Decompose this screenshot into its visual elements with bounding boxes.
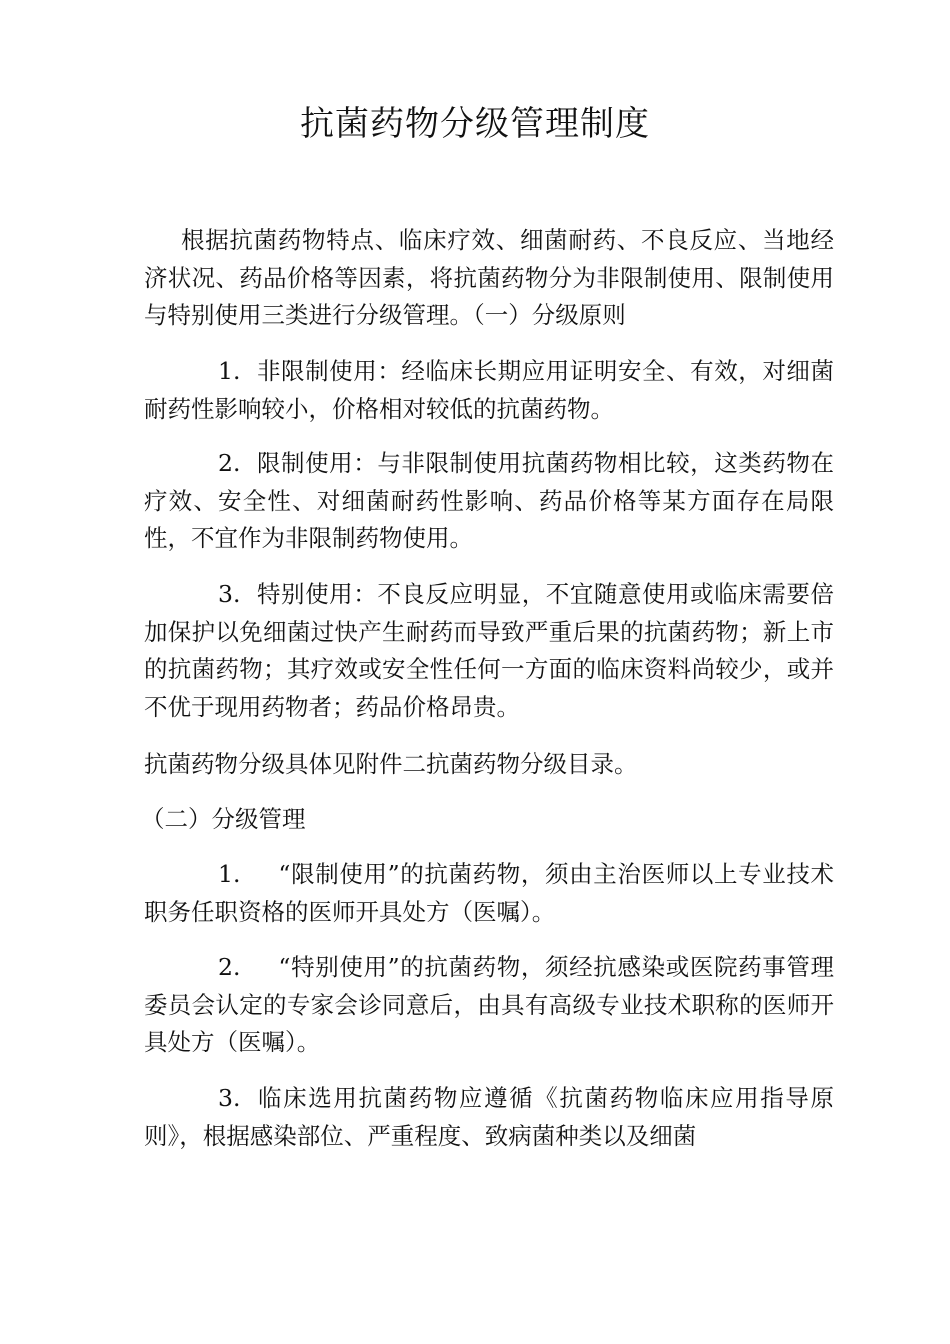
management-text-2: “特别使用”的抗菌药物，须经抗感染或医院药事管理委员会认定的专家会诊同意后，由具有高级专业技术职称的医师开具处方（医嘱）。 [144, 953, 834, 1056]
catalog-note-text: 抗菌药物分级具体见附件二抗菌药物分级目录。 [144, 750, 638, 778]
catalog-note [144, 746, 834, 784]
principle-text-1: 非限制使用：经临床长期应用证明安全、有效，对细菌耐药性影响较小，价格相对较低的抗菌药物。 [144, 357, 834, 423]
management-number-3: 3. [218, 1084, 241, 1112]
intro-paragraph [144, 222, 834, 335]
principle-text-2: 限制使用：与非限制使用抗菌药物相比较，这类药物在疗效、安全性、对细菌耐药性影响、药品价格等某方面存在局限性，不宜作为非限制药物使用。 [144, 449, 834, 552]
document-title: 抗菌药物分级管理制度 [300, 104, 650, 144]
principle-item-2 [144, 445, 834, 558]
management-number-2: 2. [218, 953, 241, 981]
principle-number-2: 2. [218, 449, 241, 477]
principle-item-1 [144, 353, 834, 428]
principle-number-3: 3. [218, 580, 241, 608]
management-item-3 [144, 1080, 834, 1155]
management-text-3: 临床选用抗菌药物应遵循《抗菌药物临床应用指导原则》，根据感染部位、严重程度、致病菌种类以及细菌 [144, 1084, 834, 1150]
principle-text-3: 特别使用：不良反应明显，不宜随意使用或临床需要倍加保护以免细菌过快产生耐药而导致严重后果的抗菌药物；新上市的抗菌药物；其疗效或安全性任何一方面的临床资料尚较少，或并不优于现用药物者；药品价格昂贵。 [144, 580, 834, 721]
principle-item-3 [144, 576, 834, 726]
principle-number-1: 1. [218, 357, 241, 385]
management-text-1: “限制使用”的抗菌药物，须由主治医师以上专业技术职务任职资格的医师开具处方（医嘱）。 [144, 860, 834, 926]
management-item-2 [144, 949, 834, 1062]
management-number-1: 1. [218, 860, 241, 888]
section2-heading-text: （二）分级管理 [141, 805, 306, 833]
intro-text: 根据抗菌药物特点、临床疗效、细菌耐药、不良反应、当地经济状况、药品价格等因素，将抗菌药物分为非限制使用、限制使用与特别使用三类进行分级管理。（一）分级原则 [144, 226, 834, 329]
section2-heading [141, 801, 831, 839]
management-item-1 [144, 856, 834, 931]
